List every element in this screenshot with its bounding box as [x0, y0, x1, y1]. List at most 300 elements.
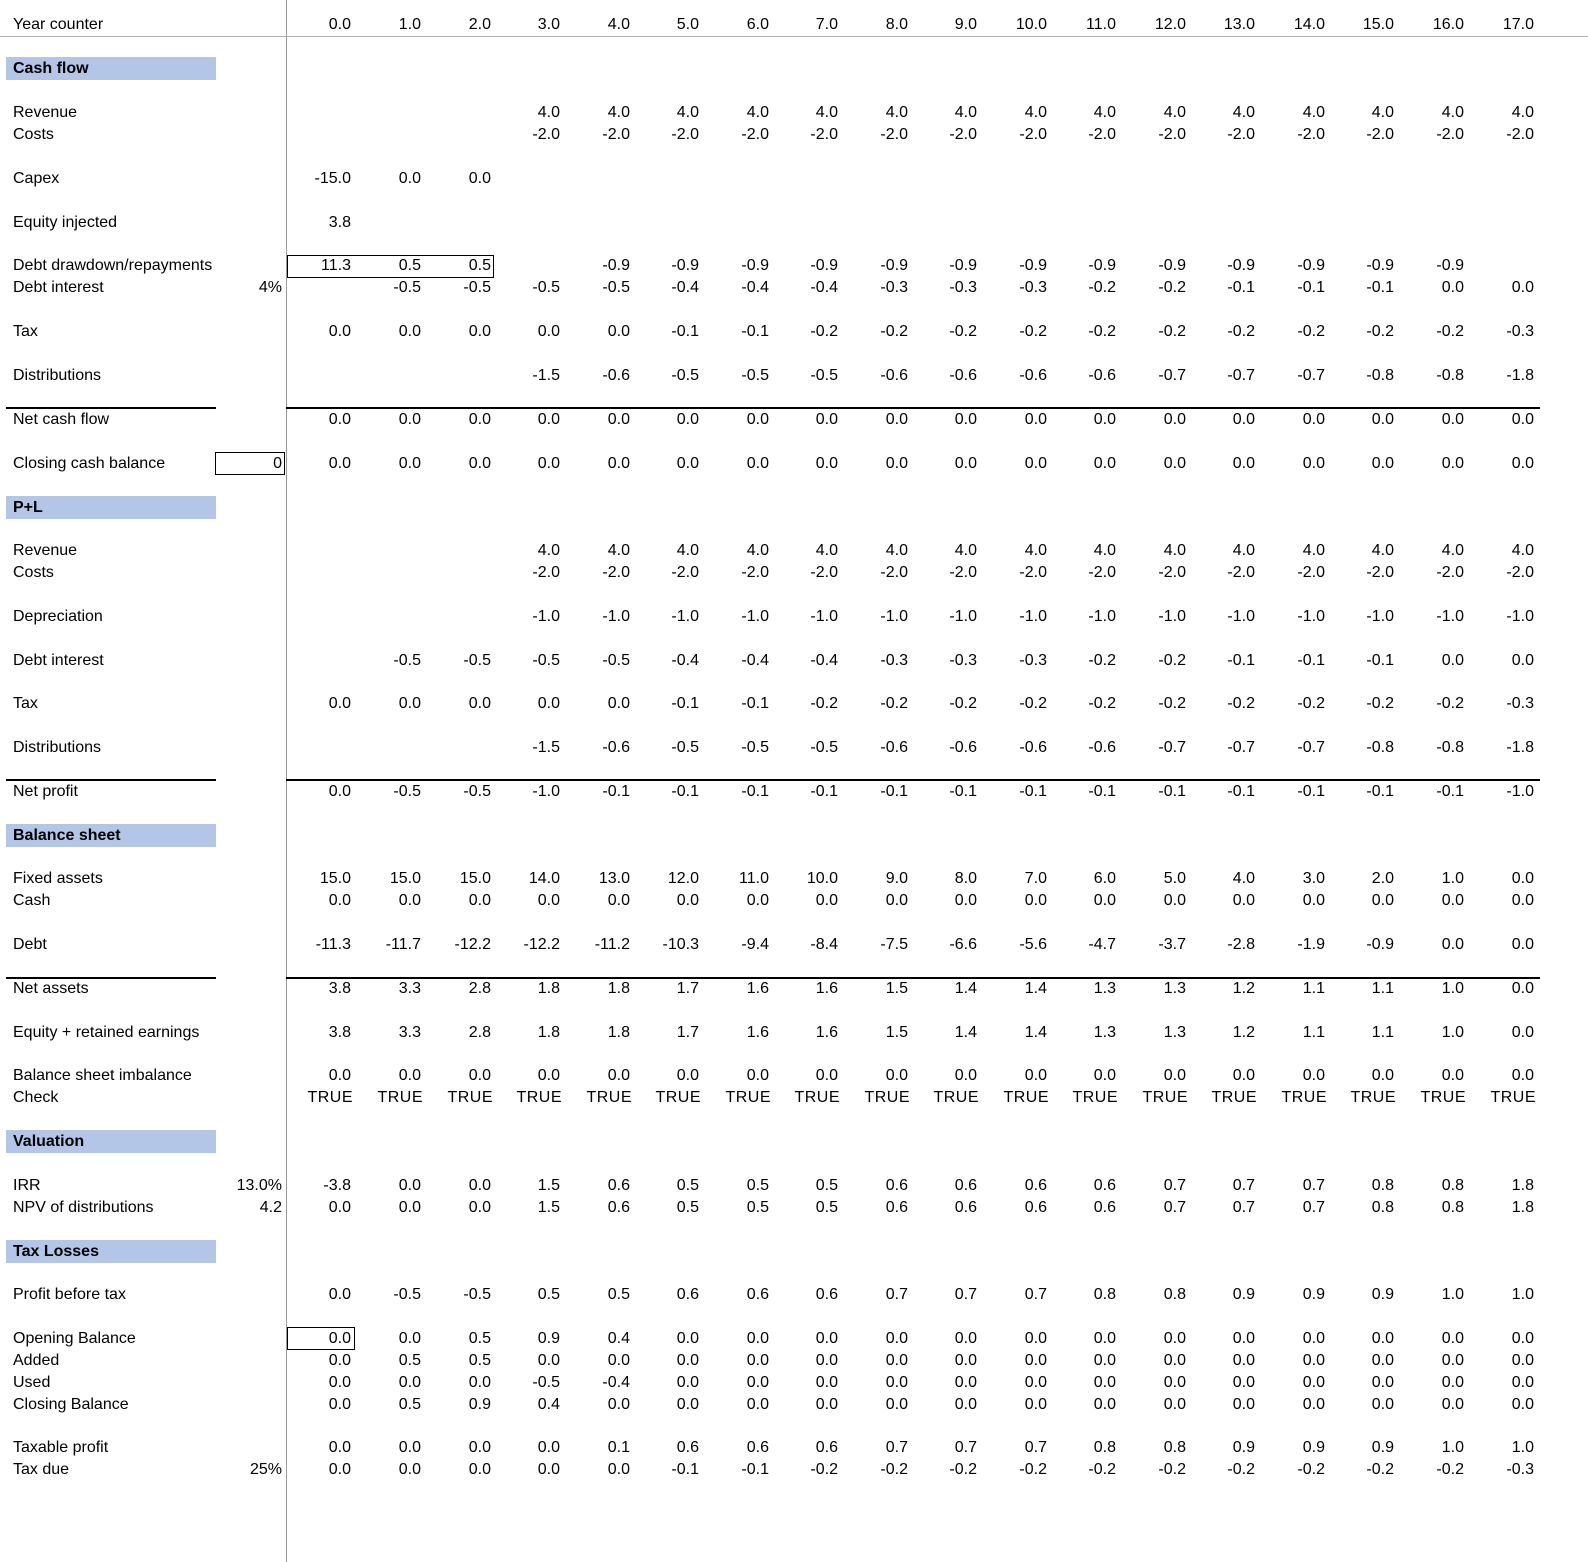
- table-cell[interactable]: 0.0: [954, 1352, 977, 1369]
- table-cell[interactable]: -0.5: [741, 739, 769, 756]
- table-cell[interactable]: -0.2: [1158, 652, 1186, 669]
- table-cell[interactable]: -0.1: [671, 323, 699, 340]
- table-cell[interactable]: 4.0: [1093, 104, 1116, 121]
- table-cell[interactable]: 0.0: [746, 1396, 769, 1413]
- table-cell[interactable]: -0.8: [1366, 739, 1394, 756]
- table-cell[interactable]: 0.0: [676, 1396, 699, 1413]
- table-cell[interactable]: 0.9: [1302, 1286, 1325, 1303]
- table-cell[interactable]: -0.2: [1227, 323, 1255, 340]
- table-cell[interactable]: 0.5: [468, 1330, 491, 1347]
- table-cell[interactable]: 0.6: [746, 1286, 769, 1303]
- table-cell[interactable]: 0.0: [1024, 455, 1047, 472]
- table-cell[interactable]: TRUE: [1003, 1089, 1049, 1106]
- table-cell[interactable]: 0.0: [398, 695, 421, 712]
- table-cell[interactable]: -0.9: [1366, 257, 1394, 274]
- table-cell[interactable]: 0.0: [1302, 455, 1325, 472]
- table-cell[interactable]: 3.0: [1302, 870, 1325, 887]
- table-cell[interactable]: -0.1: [1227, 652, 1255, 669]
- table-cell[interactable]: 0.7: [885, 1439, 908, 1456]
- table-cell[interactable]: -2.0: [1436, 126, 1464, 143]
- table-cell[interactable]: TRUE: [1072, 1089, 1118, 1106]
- table-cell[interactable]: 0.6: [607, 1199, 630, 1216]
- table-cell[interactable]: 0.0: [1511, 1330, 1534, 1347]
- table-cell[interactable]: 0.0: [1093, 1067, 1116, 1084]
- table-cell[interactable]: 4.0: [1371, 104, 1394, 121]
- table-cell[interactable]: 0.0: [468, 170, 491, 187]
- table-cell[interactable]: 0.0: [537, 1067, 560, 1084]
- table-cell[interactable]: -0.3: [1506, 695, 1534, 712]
- table-cell[interactable]: 0.0: [468, 1177, 491, 1194]
- table-cell[interactable]: 0.6: [885, 1177, 908, 1194]
- table-cell[interactable]: 1.8: [607, 1024, 630, 1041]
- table-cell[interactable]: -0.2: [810, 695, 838, 712]
- table-cell[interactable]: 4.0: [676, 104, 699, 121]
- table-cell[interactable]: -0.5: [532, 1374, 560, 1391]
- table-cell[interactable]: -0.5: [810, 367, 838, 384]
- table-cell[interactable]: -2.0: [602, 564, 630, 581]
- table-cell[interactable]: 0.0: [885, 1352, 908, 1369]
- table-cell[interactable]: 0.0: [607, 455, 630, 472]
- table-cell[interactable]: -2.0: [1227, 126, 1255, 143]
- table-cell[interactable]: -0.2: [1158, 279, 1186, 296]
- row-parameter[interactable]: 13.0%: [236, 1177, 282, 1194]
- table-cell[interactable]: -2.0: [602, 126, 630, 143]
- table-cell[interactable]: 0.7: [1232, 1177, 1255, 1194]
- table-cell[interactable]: 0.0: [954, 1330, 977, 1347]
- table-cell[interactable]: -2.0: [1158, 126, 1186, 143]
- table-cell[interactable]: -1.0: [532, 608, 560, 625]
- table-cell[interactable]: 10.0: [806, 870, 838, 887]
- table-cell[interactable]: -1.0: [1366, 608, 1394, 625]
- table-cell[interactable]: 0.0: [1302, 1330, 1325, 1347]
- table-cell[interactable]: 0.0: [1232, 1067, 1255, 1084]
- table-cell[interactable]: 12.0: [667, 870, 699, 887]
- table-cell[interactable]: -0.2: [1158, 323, 1186, 340]
- table-cell[interactable]: -2.0: [1158, 564, 1186, 581]
- table-cell[interactable]: -0.9: [1436, 257, 1464, 274]
- table-cell[interactable]: -0.1: [741, 1461, 769, 1478]
- table-cell[interactable]: -0.4: [671, 279, 699, 296]
- table-cell[interactable]: 1.0: [1441, 1024, 1464, 1041]
- table-cell[interactable]: 1.1: [1371, 1024, 1394, 1041]
- table-cell[interactable]: 0.0: [1511, 1374, 1534, 1391]
- table-cell[interactable]: -0.2: [949, 695, 977, 712]
- table-cell[interactable]: -0.4: [741, 279, 769, 296]
- table-cell[interactable]: 0.0: [1302, 1067, 1325, 1084]
- table-cell[interactable]: -1.0: [741, 608, 769, 625]
- table-cell[interactable]: -2.0: [671, 126, 699, 143]
- table-cell[interactable]: -0.4: [810, 652, 838, 669]
- table-cell[interactable]: -0.2: [880, 323, 908, 340]
- table-cell[interactable]: 0.9: [1371, 1286, 1394, 1303]
- table-cell[interactable]: 0.6: [1093, 1199, 1116, 1216]
- table-cell[interactable]: 0.5: [398, 1352, 421, 1369]
- table-cell[interactable]: 0.0: [1093, 1330, 1116, 1347]
- table-cell[interactable]: -0.5: [393, 1286, 421, 1303]
- table-cell[interactable]: -0.3: [1506, 1461, 1534, 1478]
- table-cell[interactable]: 0.0: [398, 455, 421, 472]
- table-cell[interactable]: -0.1: [1227, 783, 1255, 800]
- table-cell[interactable]: -0.1: [880, 783, 908, 800]
- table-cell[interactable]: 0.0: [815, 1352, 838, 1369]
- table-cell[interactable]: 0.8: [1163, 1286, 1186, 1303]
- table-cell[interactable]: 1.3: [1163, 980, 1186, 997]
- table-cell[interactable]: 0.0: [1441, 279, 1464, 296]
- table-cell[interactable]: -2.0: [1506, 564, 1534, 581]
- table-cell[interactable]: 0.0: [537, 892, 560, 909]
- table-cell[interactable]: -5.6: [1019, 936, 1047, 953]
- table-cell[interactable]: 0.0: [1371, 1330, 1394, 1347]
- table-cell[interactable]: 4.0: [746, 104, 769, 121]
- table-cell[interactable]: 1.0: [1511, 1286, 1534, 1303]
- table-cell[interactable]: 1.4: [1024, 980, 1047, 997]
- table-cell[interactable]: 0.0: [954, 1067, 977, 1084]
- table-cell[interactable]: 0.0: [1093, 1396, 1116, 1413]
- column-header[interactable]: 11.0: [1086, 16, 1116, 33]
- table-cell[interactable]: -0.5: [463, 279, 491, 296]
- table-cell[interactable]: 1.3: [1093, 980, 1116, 997]
- table-cell[interactable]: 2.8: [468, 1024, 491, 1041]
- table-cell[interactable]: 0.7: [1024, 1439, 1047, 1456]
- table-cell[interactable]: 0.0: [398, 1067, 421, 1084]
- table-cell[interactable]: 0.0: [607, 323, 630, 340]
- column-header[interactable]: 7.0: [815, 16, 838, 33]
- table-cell[interactable]: -2.8: [1227, 936, 1255, 953]
- table-cell[interactable]: 0.0: [676, 455, 699, 472]
- table-cell[interactable]: TRUE: [933, 1089, 979, 1106]
- table-cell[interactable]: -0.1: [671, 695, 699, 712]
- table-cell[interactable]: 0.0: [954, 411, 977, 428]
- table-cell[interactable]: -7.5: [880, 936, 908, 953]
- table-cell[interactable]: 0.0: [885, 892, 908, 909]
- table-cell[interactable]: 0.0: [607, 1352, 630, 1369]
- table-cell[interactable]: 0.0: [1163, 1067, 1186, 1084]
- table-cell[interactable]: -0.1: [1436, 783, 1464, 800]
- table-cell[interactable]: 0.0: [954, 1374, 977, 1391]
- table-cell[interactable]: 0.0: [1511, 1024, 1534, 1041]
- table-cell[interactable]: -1.0: [1158, 608, 1186, 625]
- table-cell[interactable]: 1.8: [1511, 1177, 1534, 1194]
- table-cell[interactable]: -0.3: [949, 279, 977, 296]
- table-cell[interactable]: -2.0: [1019, 564, 1047, 581]
- table-cell[interactable]: 4.0: [1232, 870, 1255, 887]
- table-cell[interactable]: -2.0: [1366, 564, 1394, 581]
- table-cell[interactable]: -0.7: [1297, 367, 1325, 384]
- table-cell[interactable]: -0.5: [671, 367, 699, 384]
- table-cell[interactable]: -0.2: [949, 1461, 977, 1478]
- table-cell[interactable]: -0.1: [1297, 783, 1325, 800]
- table-cell[interactable]: 1.2: [1232, 1024, 1255, 1041]
- table-cell[interactable]: 0.0: [815, 411, 838, 428]
- table-cell[interactable]: -0.1: [1366, 279, 1394, 296]
- table-cell[interactable]: 15.0: [389, 870, 421, 887]
- table-cell[interactable]: 0.0: [1093, 1374, 1116, 1391]
- table-cell[interactable]: -1.0: [1088, 608, 1116, 625]
- column-header[interactable]: 6.0: [746, 16, 769, 33]
- table-cell[interactable]: 0.7: [1163, 1177, 1186, 1194]
- table-cell[interactable]: 0.6: [746, 1439, 769, 1456]
- table-cell[interactable]: 0.0: [468, 1461, 491, 1478]
- table-cell[interactable]: 0.6: [676, 1286, 699, 1303]
- table-cell[interactable]: -0.3: [1019, 652, 1047, 669]
- table-cell[interactable]: -0.4: [602, 1374, 630, 1391]
- table-cell[interactable]: 0.0: [468, 1374, 491, 1391]
- table-cell[interactable]: 0.0: [607, 1461, 630, 1478]
- cash-balance-input-box[interactable]: [215, 452, 285, 475]
- table-cell[interactable]: 0.1: [607, 1439, 630, 1456]
- table-cell[interactable]: 1.0: [1441, 1286, 1464, 1303]
- table-cell[interactable]: 0.0: [468, 411, 491, 428]
- table-cell[interactable]: -0.8: [1436, 367, 1464, 384]
- table-cell[interactable]: 4.0: [954, 542, 977, 559]
- table-cell[interactable]: -1.0: [671, 608, 699, 625]
- table-cell[interactable]: 0.0: [328, 695, 351, 712]
- table-cell[interactable]: 1.8: [537, 980, 560, 997]
- table-cell[interactable]: -0.2: [1158, 695, 1186, 712]
- table-cell[interactable]: 0.7: [1302, 1199, 1325, 1216]
- table-cell[interactable]: -0.9: [671, 257, 699, 274]
- table-cell[interactable]: 0.0: [1232, 892, 1255, 909]
- table-cell[interactable]: 1.5: [885, 980, 908, 997]
- table-cell[interactable]: 0.5: [468, 1352, 491, 1369]
- table-cell[interactable]: -0.2: [810, 1461, 838, 1478]
- table-cell[interactable]: TRUE: [1281, 1089, 1327, 1106]
- table-cell[interactable]: 0.6: [885, 1199, 908, 1216]
- table-cell[interactable]: -2.0: [880, 564, 908, 581]
- table-cell[interactable]: 0.0: [398, 323, 421, 340]
- table-cell[interactable]: -0.2: [1088, 279, 1116, 296]
- table-cell[interactable]: TRUE: [447, 1089, 493, 1106]
- table-cell[interactable]: 15.0: [459, 870, 491, 887]
- table-cell[interactable]: 4.0: [954, 104, 977, 121]
- table-cell[interactable]: 0.0: [1441, 892, 1464, 909]
- table-cell[interactable]: 15.0: [319, 870, 351, 887]
- table-cell[interactable]: -11.7: [385, 936, 421, 953]
- table-cell[interactable]: 9.0: [885, 870, 908, 887]
- table-cell[interactable]: -0.9: [1158, 257, 1186, 274]
- table-cell[interactable]: 0.0: [537, 695, 560, 712]
- table-cell[interactable]: -2.0: [671, 564, 699, 581]
- table-cell[interactable]: 0.6: [954, 1199, 977, 1216]
- table-cell[interactable]: -0.4: [741, 652, 769, 669]
- table-cell[interactable]: -0.1: [1297, 279, 1325, 296]
- table-cell[interactable]: -0.1: [741, 323, 769, 340]
- table-cell[interactable]: -2.0: [949, 126, 977, 143]
- column-header[interactable]: 10.0: [1015, 16, 1047, 33]
- table-cell[interactable]: 1.5: [537, 1177, 560, 1194]
- table-cell[interactable]: -2.0: [741, 564, 769, 581]
- table-cell[interactable]: -0.2: [1019, 323, 1047, 340]
- table-cell[interactable]: -0.3: [949, 652, 977, 669]
- table-cell[interactable]: 0.6: [1024, 1177, 1047, 1194]
- table-cell[interactable]: 1.8: [537, 1024, 560, 1041]
- table-cell[interactable]: 1.8: [1511, 1199, 1534, 1216]
- table-cell[interactable]: 4.0: [1093, 542, 1116, 559]
- table-cell[interactable]: 1.0: [1441, 870, 1464, 887]
- table-cell[interactable]: -2.0: [1506, 126, 1534, 143]
- table-cell[interactable]: 0.0: [746, 1374, 769, 1391]
- table-cell[interactable]: 0.0: [537, 411, 560, 428]
- table-cell[interactable]: 0.0: [328, 1199, 351, 1216]
- table-cell[interactable]: 1.5: [885, 1024, 908, 1041]
- table-cell[interactable]: -0.1: [1019, 783, 1047, 800]
- table-cell[interactable]: 0.0: [398, 170, 421, 187]
- table-cell[interactable]: -1.0: [532, 783, 560, 800]
- table-cell[interactable]: 8.0: [954, 870, 977, 887]
- table-cell[interactable]: 0.7: [954, 1286, 977, 1303]
- table-cell[interactable]: -0.2: [1436, 1461, 1464, 1478]
- table-cell[interactable]: 1.1: [1302, 1024, 1325, 1041]
- table-cell[interactable]: 0.0: [1232, 1374, 1255, 1391]
- table-cell[interactable]: 4.0: [1441, 104, 1464, 121]
- table-cell[interactable]: -0.7: [1158, 367, 1186, 384]
- table-cell[interactable]: -11.3: [315, 936, 351, 953]
- table-cell[interactable]: 0.5: [607, 1286, 630, 1303]
- table-cell[interactable]: 4.0: [1511, 104, 1534, 121]
- table-cell[interactable]: 0.0: [885, 411, 908, 428]
- table-cell[interactable]: 0.5: [676, 1177, 699, 1194]
- table-cell[interactable]: 0.0: [1163, 1330, 1186, 1347]
- table-cell[interactable]: 1.6: [746, 1024, 769, 1041]
- column-header[interactable]: 5.0: [676, 16, 699, 33]
- table-cell[interactable]: 0.7: [1232, 1199, 1255, 1216]
- table-cell[interactable]: 0.0: [1093, 892, 1116, 909]
- table-cell[interactable]: 0.0: [1163, 892, 1186, 909]
- table-cell[interactable]: 0.0: [1024, 1396, 1047, 1413]
- table-cell[interactable]: 0.0: [746, 455, 769, 472]
- table-cell[interactable]: -1.0: [1506, 608, 1534, 625]
- table-cell[interactable]: 7.0: [1024, 870, 1047, 887]
- table-cell[interactable]: 0.0: [1441, 1374, 1464, 1391]
- table-cell[interactable]: 0.0: [1441, 455, 1464, 472]
- table-cell[interactable]: 0.0: [1511, 279, 1534, 296]
- table-cell[interactable]: 0.0: [676, 1374, 699, 1391]
- table-cell[interactable]: 0.8: [1093, 1439, 1116, 1456]
- table-cell[interactable]: 0.0: [1371, 1396, 1394, 1413]
- table-cell[interactable]: -0.2: [1088, 323, 1116, 340]
- table-cell[interactable]: -0.5: [393, 652, 421, 669]
- table-cell[interactable]: 0.0: [885, 1330, 908, 1347]
- table-cell[interactable]: 0.0: [328, 1352, 351, 1369]
- table-cell[interactable]: 0.0: [1232, 1396, 1255, 1413]
- table-cell[interactable]: -2.0: [1297, 564, 1325, 581]
- table-cell[interactable]: -0.6: [949, 739, 977, 756]
- table-cell[interactable]: 0.5: [746, 1177, 769, 1194]
- table-cell[interactable]: 0.0: [328, 1439, 351, 1456]
- table-cell[interactable]: TRUE: [1350, 1089, 1396, 1106]
- table-cell[interactable]: -0.2: [880, 695, 908, 712]
- table-cell[interactable]: 0.0: [815, 892, 838, 909]
- table-cell[interactable]: 0.0: [468, 1439, 491, 1456]
- table-cell[interactable]: -0.2: [1158, 1461, 1186, 1478]
- table-cell[interactable]: -0.8: [1366, 367, 1394, 384]
- table-cell[interactable]: -1.0: [880, 608, 908, 625]
- table-cell[interactable]: 4.0: [885, 104, 908, 121]
- table-cell[interactable]: -0.2: [1297, 323, 1325, 340]
- column-header[interactable]: 9.0: [954, 16, 977, 33]
- table-cell[interactable]: -0.1: [1366, 783, 1394, 800]
- table-cell[interactable]: -0.5: [602, 279, 630, 296]
- table-cell[interactable]: -0.4: [671, 652, 699, 669]
- table-cell[interactable]: 0.0: [1371, 892, 1394, 909]
- table-cell[interactable]: 0.0: [1302, 1352, 1325, 1369]
- table-cell[interactable]: -6.6: [949, 936, 977, 953]
- table-cell[interactable]: 0.0: [815, 455, 838, 472]
- table-cell[interactable]: -2.0: [1019, 126, 1047, 143]
- table-cell[interactable]: 4.0: [885, 542, 908, 559]
- table-cell[interactable]: -0.3: [880, 279, 908, 296]
- row-parameter[interactable]: 25%: [249, 1461, 282, 1478]
- table-cell[interactable]: TRUE: [1420, 1089, 1466, 1106]
- table-cell[interactable]: 3.8: [328, 1024, 351, 1041]
- table-cell[interactable]: TRUE: [655, 1089, 701, 1106]
- debt-input-range-box[interactable]: [287, 255, 494, 278]
- table-cell[interactable]: 0.4: [607, 1330, 630, 1347]
- table-cell[interactable]: -2.0: [1366, 126, 1394, 143]
- table-cell[interactable]: 0.0: [1163, 455, 1186, 472]
- table-cell[interactable]: 5.0: [1163, 870, 1186, 887]
- table-cell[interactable]: -2.0: [1088, 126, 1116, 143]
- table-cell[interactable]: 0.0: [1441, 1396, 1464, 1413]
- table-cell[interactable]: 0.8: [1371, 1199, 1394, 1216]
- table-cell[interactable]: -0.5: [532, 279, 560, 296]
- table-cell[interactable]: 3.8: [328, 214, 351, 231]
- table-cell[interactable]: 0.0: [676, 1330, 699, 1347]
- table-cell[interactable]: 0.0: [1511, 936, 1534, 953]
- table-cell[interactable]: -10.3: [662, 936, 699, 953]
- table-cell[interactable]: -0.6: [949, 367, 977, 384]
- table-cell[interactable]: -2.0: [949, 564, 977, 581]
- table-cell[interactable]: 0.0: [537, 1439, 560, 1456]
- table-cell[interactable]: 0.0: [1232, 1330, 1255, 1347]
- table-cell[interactable]: -15.0: [314, 170, 351, 187]
- table-cell[interactable]: -0.6: [880, 367, 908, 384]
- table-cell[interactable]: TRUE: [725, 1089, 771, 1106]
- column-header[interactable]: 17.0: [1502, 16, 1534, 33]
- table-cell[interactable]: -1.0: [1506, 783, 1534, 800]
- table-cell[interactable]: 0.8: [1163, 1439, 1186, 1456]
- column-header[interactable]: 15.0: [1362, 16, 1394, 33]
- table-cell[interactable]: 4.0: [676, 542, 699, 559]
- table-cell[interactable]: -0.2: [1019, 695, 1047, 712]
- table-cell[interactable]: 0.0: [885, 1067, 908, 1084]
- table-cell[interactable]: -0.2: [1297, 695, 1325, 712]
- table-cell[interactable]: -0.1: [1158, 783, 1186, 800]
- table-cell[interactable]: -1.0: [1227, 608, 1255, 625]
- table-cell[interactable]: 0.0: [1371, 1352, 1394, 1369]
- table-cell[interactable]: 0.0: [1302, 411, 1325, 428]
- table-cell[interactable]: -3.8: [323, 1177, 351, 1194]
- table-cell[interactable]: -1.5: [532, 367, 560, 384]
- table-cell[interactable]: 0.0: [607, 1396, 630, 1413]
- table-cell[interactable]: 0.0: [398, 1177, 421, 1194]
- table-cell[interactable]: 0.0: [468, 1067, 491, 1084]
- table-cell[interactable]: 0.6: [1024, 1199, 1047, 1216]
- table-cell[interactable]: 0.7: [1024, 1286, 1047, 1303]
- table-cell[interactable]: 0.0: [954, 1396, 977, 1413]
- table-cell[interactable]: 0.0: [328, 783, 351, 800]
- table-cell[interactable]: -0.2: [1088, 695, 1116, 712]
- table-cell[interactable]: -0.2: [1019, 1461, 1047, 1478]
- table-cell[interactable]: 0.0: [1163, 1374, 1186, 1391]
- table-cell[interactable]: 0.0: [746, 892, 769, 909]
- table-cell[interactable]: -4.7: [1088, 936, 1116, 953]
- table-cell[interactable]: TRUE: [864, 1089, 910, 1106]
- table-cell[interactable]: 4.0: [1163, 104, 1186, 121]
- table-cell[interactable]: -0.4: [810, 279, 838, 296]
- table-cell[interactable]: 0.0: [1371, 411, 1394, 428]
- table-cell[interactable]: 0.0: [1371, 1067, 1394, 1084]
